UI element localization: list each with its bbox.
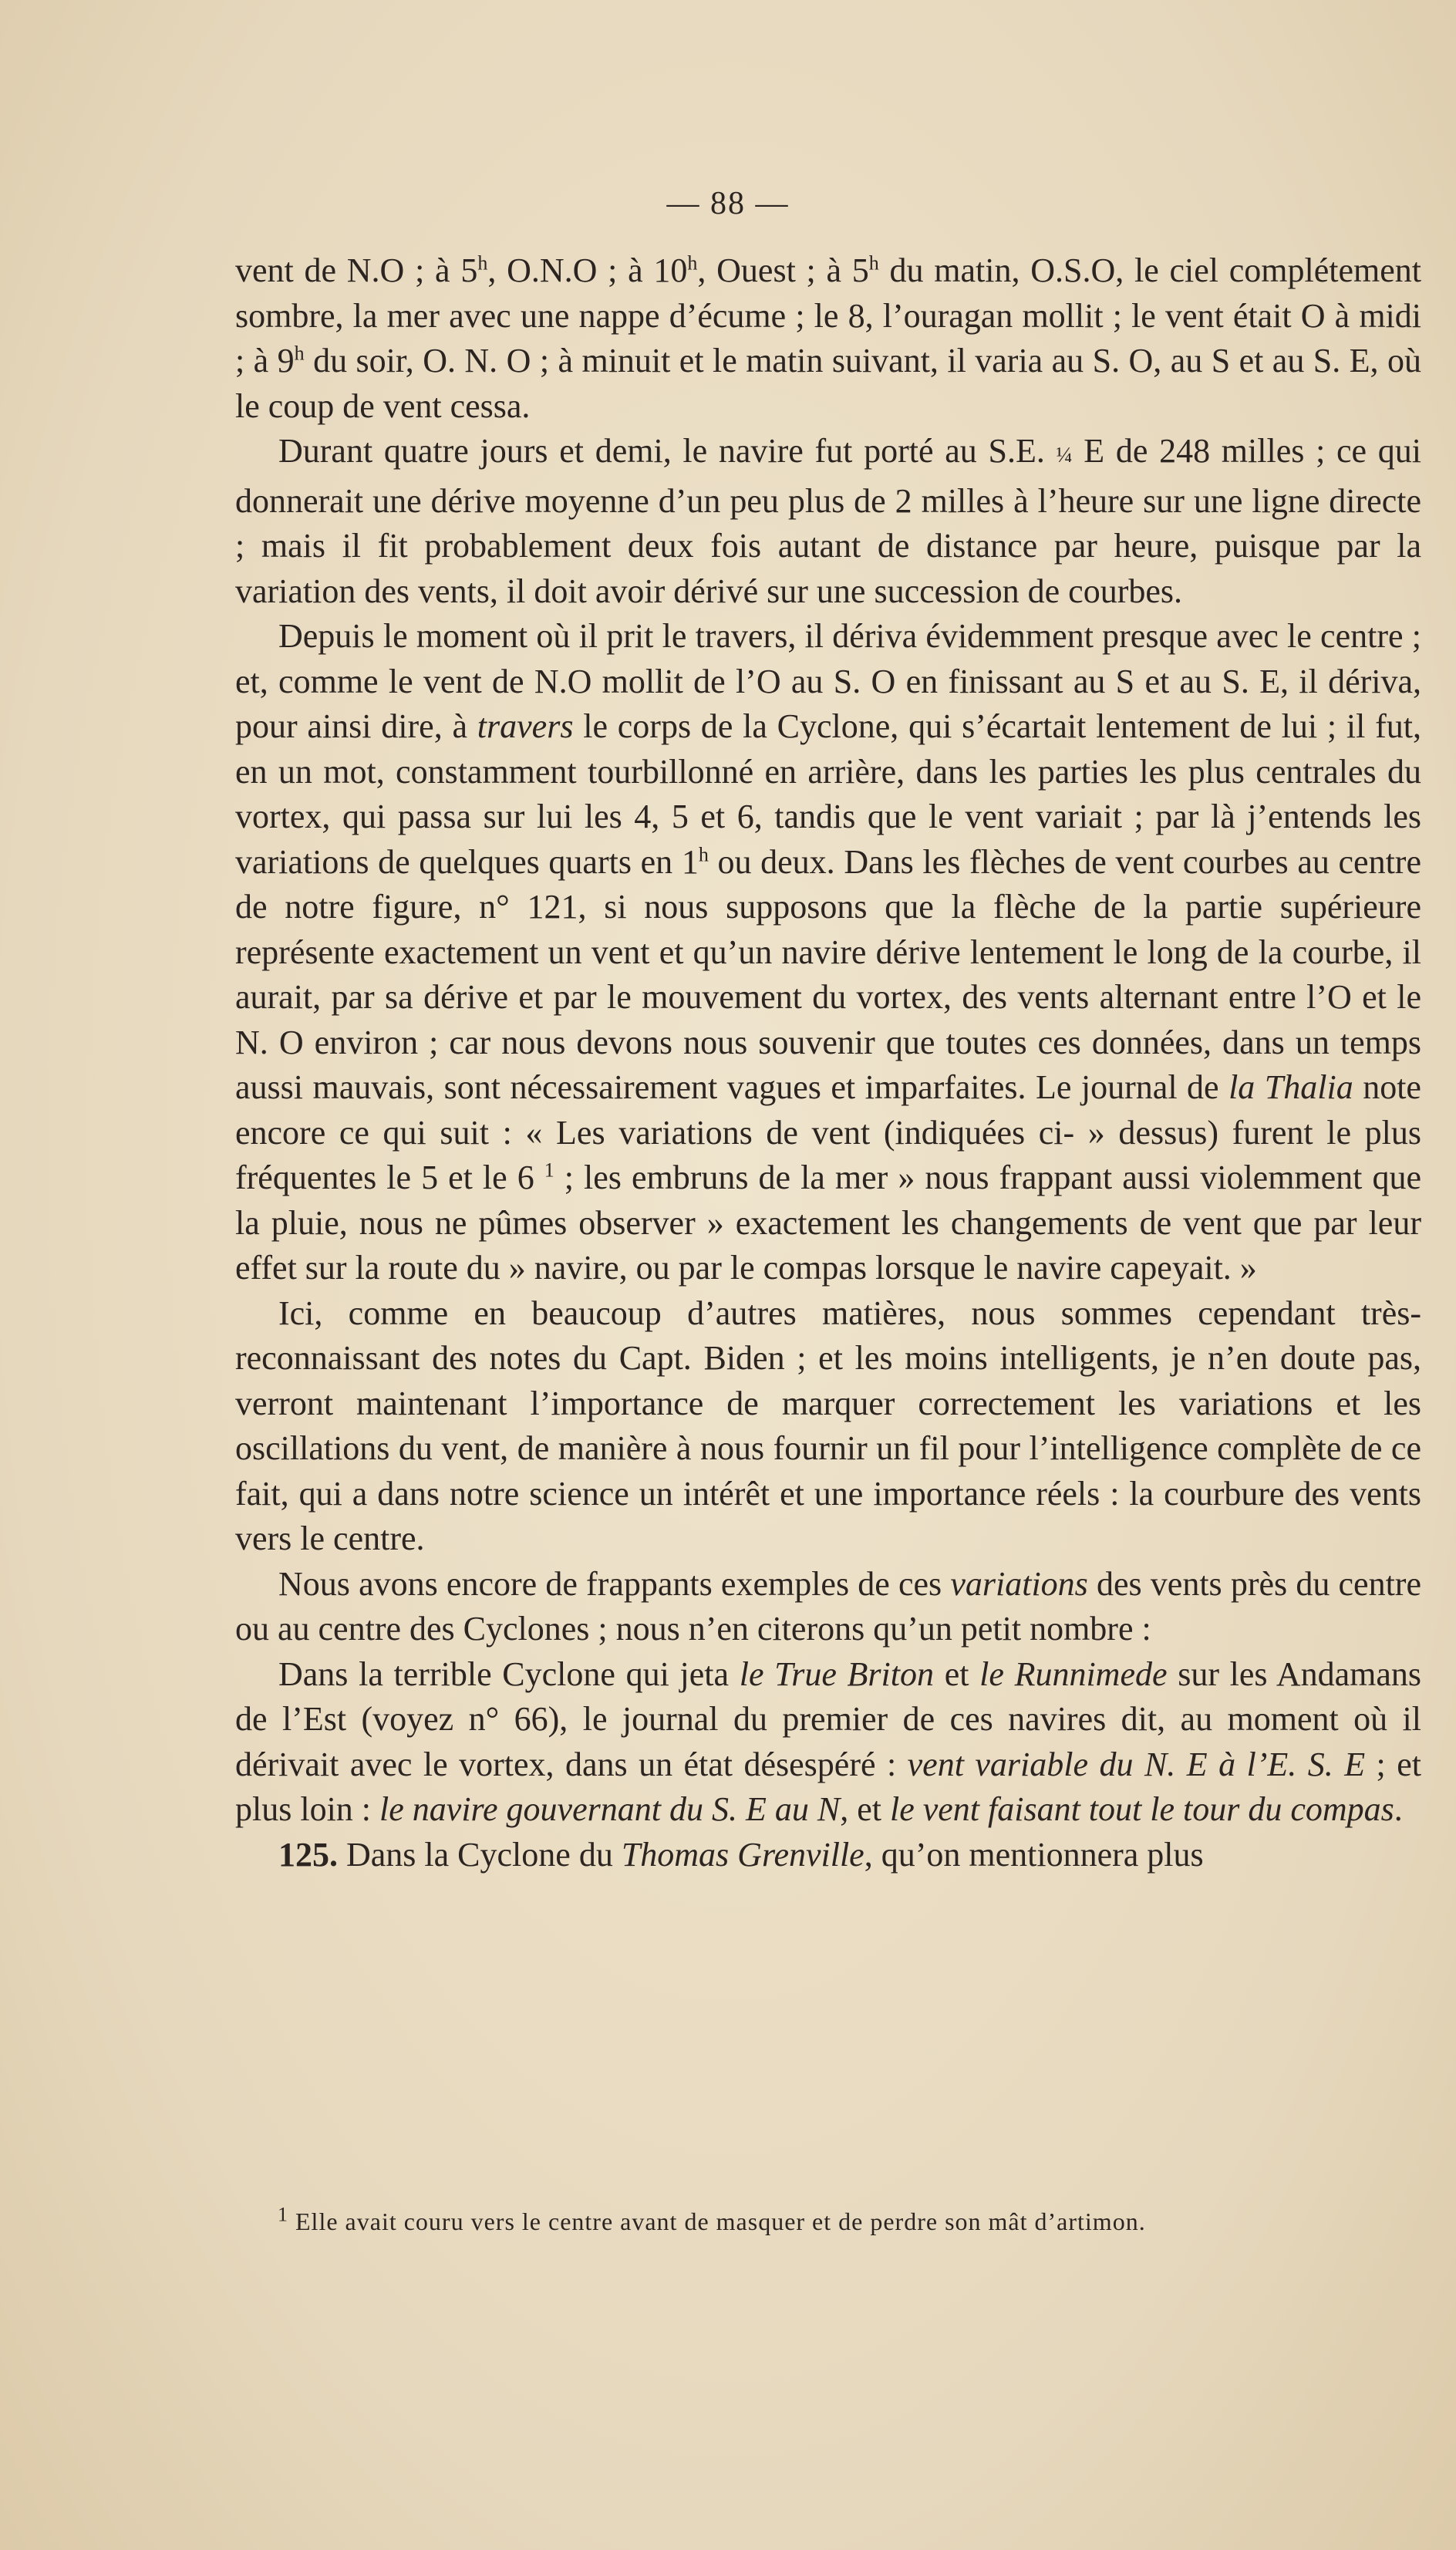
paragraph-3: Depuis le moment où il prit le travers, il dériva évidemment presque avec le centre ; et, comme le vent de N.O mollit de l’O au S. O en finissant au S et au S. E, il dériva, pour ainsi dire, à travers le corps de la Cyclone, qui s’écartait lentement de lui ; il fut, en un mot, constamment tourbillonné en arrière, dans les parties les plus centrales du vortex, qui passa sur lui les 4, 5 et 6, tandis que le vent variait ; par là j’entends les variations de quelques quarts en 1$^h$ ou deux. Dans les flèches de vent courbes au centre de notre figure, n° 121, si nous supposons que la flèche de la partie supérieure représente exactement un vent et qu’un navire dérive lentement le long de la courbe, il aurait, par sa dérive et par le mouvement du vortex, des vents alternant entre l’O et le N. O environ ; car nous devons nous souvenir que toutes ces données, dans un temps aussi mauvais, sont nécessairement vagues et imparfaites. Le journal de la Thalia note encore ce qui suit : « Les variations de vent (indiquées ci- » dessus) furent le plus fréquentes le 5 et le 6 $^1$ ; les embruns de la mer » nous frappant aussi violemment que la pluie, nous ne pûmes observer » exactement les changements de vent que par leur effet sur la route du » navire, ou par le compas lorsque le navire capeyait. » xyxy=(235,617,1421,1287)
body-text xyxy=(235,248,1421,1877)
paragraph-7: 125. Dans la Cyclone du Thomas Grenville, qu’on mentionnera plus xyxy=(278,1835,1204,1874)
paragraph-6: Dans la terrible Cyclone qui jeta le True Briton et le Runnimede sur les Andamans de l’Est (voyez n° 66), le journal du premier de ces navires dit, au moment où il dérivait avec le vortex, dans un état désespéré : vent variable du N. E à l’E. S. E ; et plus loin : le navire gouvernant du S. E au N, et le vent faisant tout le tour du compas. xyxy=(235,1654,1421,1828)
footnote: $^1$ Elle avait couru vers le centre avant de masquer et de perdre son mât d’artimon. xyxy=(278,2203,1146,2235)
paragraph-1: vent de N.O ; à 5$^h$, O.N.O ; à 10$^h$, Ouest ; à 5$^h$ du matin, O.S.O, le ciel complétement sombre, la mer avec une nappe d’écume ; le 8, l’ouragan mollit ; le vent était O à midi ; à 9$^h$ du soir, O. N. O ; à minuit et le matin suivant, il varia au S. O, au S et au S. E, où le coup de vent cessa. xyxy=(235,251,1421,425)
page-number: — 88 — xyxy=(666,186,790,221)
paragraph-2: Durant quatre jours et demi, le navire fut porté au S.E. ¼ E de 248 milles ; ce qui donnerait une dérive moyenne d’un peu plus de 2 milles à l’heure sur une ligne directe ; mais il fit probablement deux fois autant de distance par heure, puisque par la variation des vents, il doit avoir dérivé sur une succession de courbes. xyxy=(235,432,1422,610)
paragraph-5: Nous avons encore de frappants exemples de ces variations des vents près du centre ou au centre des Cyclones ; nous n’en citerons qu’un petit nombre : xyxy=(235,1564,1421,1648)
paragraph-4: Ici, comme en beaucoup d’autres matières, nous sommes cependant très-reconnaissant des notes du Capt. Biden ; et les moins intelligents, je n’en doute pas, verront maintenant l’importance de marquer correctement les variations et les oscillations du vent, de manière à nous fournir un fil pour l’intelligence complète de ce fait, qui a dans notre science un intérêt et une importance réels : la courbure des vents vers le centre. xyxy=(235,1294,1421,1557)
